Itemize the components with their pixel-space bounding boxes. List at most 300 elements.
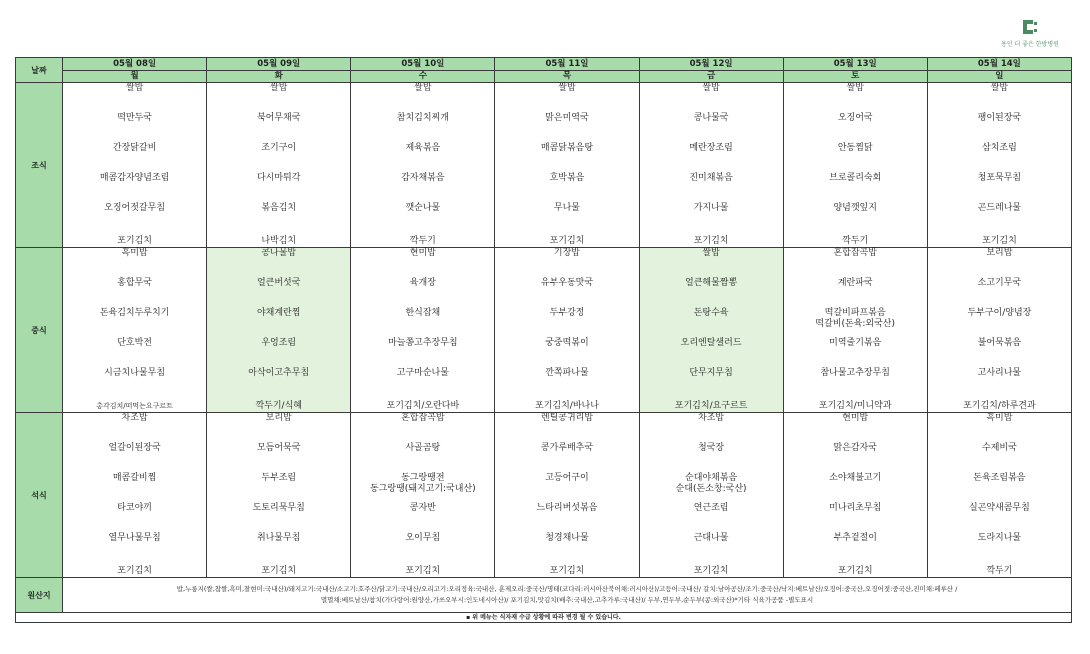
menu-item-text: 간장닭갈비 [112, 143, 157, 153]
menu-item [640, 413, 783, 443]
menu-item-text: 실곤약새콤무침 [968, 503, 1030, 513]
menu-cell [351, 413, 495, 578]
menu-item [207, 113, 350, 143]
menu-item-text: 팽이된장국 [977, 113, 1022, 123]
menu-cell [207, 248, 351, 413]
menu-item [495, 398, 638, 412]
menu-item [207, 173, 350, 203]
menu-item [63, 473, 206, 503]
menu-item-text: 깍두기 [986, 566, 1013, 576]
meal-label: 중식 [16, 248, 63, 413]
menu-item-text: 깍두기/식혜 [255, 401, 302, 411]
menu-item-text: 현미밥 [409, 248, 436, 258]
menu-item [63, 83, 206, 113]
menu-item [640, 233, 783, 247]
menu-item-text: 콩자반 [409, 503, 436, 513]
menu-item [784, 503, 927, 533]
day-weekday: 목 [495, 71, 639, 83]
menu-item-text: 쌀밥 [702, 248, 720, 258]
menu-item [640, 473, 783, 503]
menu-item-text: 오징어젓갈무침 [104, 203, 166, 213]
menu-item [207, 563, 350, 577]
menu-item [495, 563, 638, 577]
menu-item-text: 차조밥 [121, 413, 148, 423]
menu-cell [927, 83, 1071, 248]
menu-item [351, 143, 494, 173]
menu-item-text: 콩나물밥 [261, 248, 297, 258]
menu-cell [639, 83, 783, 248]
menu-item-text: 한식잡채 [405, 308, 441, 318]
menu-item-text: 얼큰해물짬뽕 [685, 278, 738, 288]
menu-item [640, 368, 783, 398]
menu-cell [927, 248, 1071, 413]
menu-cell [639, 413, 783, 578]
menu-item [495, 368, 638, 398]
menu-item-text: 감자채볶음 [401, 173, 445, 183]
menu-item-text: 조기구이 [261, 143, 297, 153]
menu-item-text: 타코야끼 [117, 503, 152, 513]
menu-item-text: 오이무침 [405, 533, 441, 543]
menu-item-text: 렌틸콩귀리밥 [540, 413, 594, 423]
menu-item [928, 83, 1071, 113]
menu-item-text: 포기김치 [549, 566, 585, 576]
menu-item-text: 콩가루배추국 [540, 443, 594, 453]
day-weekday: 월 [63, 71, 207, 83]
menu-item-text: 청포묵무침 [977, 173, 1022, 183]
menu-item [207, 248, 350, 278]
menu-item [640, 533, 783, 563]
menu-item-text: 포기김치/미니약과 [818, 401, 892, 411]
menu-item-text: 참치김치찌개 [396, 113, 449, 123]
menu-item-text: 양념깻잎지 [833, 203, 877, 213]
hospital-name: 용인 더 좋은 한방병원 [1001, 41, 1059, 48]
day-date: 05월 08일 [63, 58, 207, 71]
menu-item-text: 취나물무침 [256, 533, 301, 543]
menu-item [928, 473, 1071, 503]
menu-cell [351, 248, 495, 413]
menu-item-text: 아삭이고추무침 [248, 368, 310, 378]
menu-item-text: 삼치조림 [982, 143, 1017, 153]
menu-item [207, 83, 350, 113]
menu-item-text: 야채계란찜 [256, 308, 301, 318]
menu-item-text: 총각김치/떠먹는요구르트 [96, 402, 173, 410]
menu-item [495, 143, 638, 173]
menu-item-text: 두부구이/양념장 [967, 308, 1032, 318]
menu-item [351, 173, 494, 203]
menu-item-text: 포기김치 [405, 566, 441, 576]
origin-row [16, 578, 1072, 613]
menu-item [207, 233, 350, 247]
menu-item [351, 503, 494, 533]
menu-item [784, 233, 927, 247]
menu-item-text: 보리밥 [265, 413, 292, 423]
menu-item-text: 근대나물 [693, 533, 729, 543]
menu-item-text: 매콤갈비찜 [112, 473, 157, 483]
menu-item [495, 338, 638, 368]
menu-item-text: 포기김치 [693, 566, 729, 576]
menu-item [928, 173, 1071, 203]
menu-item [928, 398, 1071, 412]
menu-item-text: 오리엔탈샐러드 [680, 338, 742, 348]
menu-item-text: 쌀밥 [558, 83, 576, 93]
menu-item [640, 308, 783, 338]
menu-item-text: 유부우동맛국 [540, 278, 594, 288]
menu-item-text: 매콤감자양념조림 [99, 173, 170, 183]
hospital-logo-icon [1021, 18, 1039, 36]
menu-cell [783, 413, 927, 578]
menu-item [640, 563, 783, 577]
day-weekday: 일 [927, 71, 1071, 83]
day-date: 05월 14일 [927, 58, 1071, 71]
menu-item-text: 안동찜닭 [837, 143, 873, 153]
menu-item-text: 미역줄기볶음 [829, 338, 882, 348]
menu-item-text: 볶음김치 [261, 203, 297, 213]
menu-item [63, 278, 206, 308]
day-date: 05월 11일 [495, 58, 639, 71]
menu-item-text: 포기김치/바나나 [535, 401, 599, 411]
menu-item [640, 398, 783, 412]
menu-item-text: 맑은미역국 [545, 113, 589, 123]
menu-item-text: 포기김치/하루견과 [963, 401, 1036, 411]
day-date: 05월 09일 [207, 58, 351, 71]
menu-item [63, 248, 206, 278]
menu-item-text: 쌀밥 [702, 83, 720, 93]
menu-item [63, 338, 206, 368]
day-date: 05월 10일 [351, 58, 495, 71]
menu-item-text: 차조밥 [698, 413, 725, 423]
menu-item [928, 233, 1071, 247]
menu-cell [495, 83, 639, 248]
day-weekday: 화 [207, 71, 351, 83]
menu-item [63, 113, 206, 143]
menu-item-text: 무나물 [553, 203, 581, 213]
menu-item-text: 얼갈이된장국 [108, 443, 161, 453]
menu-item-text: 진미채볶음 [689, 173, 733, 183]
menu-item-text: 두부강정 [549, 308, 585, 318]
menu-item [351, 368, 494, 398]
menu-item-text: 수제비국 [982, 443, 1017, 453]
menu-item-text: 쌀밥 [270, 83, 288, 93]
menu-item [63, 173, 206, 203]
menu-item-text: 청경채나물 [545, 533, 589, 543]
menu-item [63, 308, 206, 338]
menu-cell [207, 83, 351, 248]
menu-item [784, 308, 927, 338]
menu-item [207, 308, 350, 338]
menu-item [351, 113, 494, 143]
menu-item [495, 173, 638, 203]
menu-item-text: 순대야채볶음 [685, 473, 738, 483]
menu-item-text: 궁중떡볶이 [545, 338, 589, 348]
notice-row [16, 613, 1072, 623]
menu-item [63, 203, 206, 233]
menu-cell [63, 413, 207, 578]
menu-item-text: 돈탕수육 [693, 308, 729, 318]
menu-item-text: 우엉조림 [261, 338, 297, 348]
menu-cell [495, 248, 639, 413]
menu-item-text: 다시마튀각 [256, 173, 301, 183]
menu-item [495, 413, 638, 443]
menu-item-text: 돈육조림볶음 [973, 473, 1026, 483]
menu-item [63, 143, 206, 173]
menu-item-text: 고사리나물 [977, 368, 1022, 378]
menu-item-text: 열무나물무침 [108, 533, 161, 543]
menu-item [640, 83, 783, 113]
menu-item [207, 203, 350, 233]
origin-label: 원산지 [16, 578, 63, 613]
menu-item-text: 흑미밥 [986, 413, 1013, 423]
menu-item [928, 113, 1071, 143]
menu-cell [927, 413, 1071, 578]
menu-item-text: 나박김치 [261, 236, 297, 246]
menu-item [784, 203, 927, 233]
menu-item [640, 503, 783, 533]
menu-cell [63, 83, 207, 248]
menu-item [207, 368, 350, 398]
menu-item-text: 느타리버섯볶음 [536, 503, 598, 513]
menu-item [495, 443, 638, 473]
menu-item-text: 현미밥 [842, 413, 869, 423]
menu-item [928, 443, 1071, 473]
menu-item-text: 떡갈비(돈육:외국산) [815, 319, 896, 329]
day-weekday: 수 [351, 71, 495, 83]
menu-item-text: 포기김치 [693, 236, 729, 246]
menu-item-text: 보리밥 [986, 248, 1013, 258]
menu-item [207, 143, 350, 173]
menu-item [928, 413, 1071, 443]
menu-item [784, 368, 927, 398]
menu-item-text: 기장밥 [553, 248, 581, 258]
menu-item [63, 563, 206, 577]
menu-item-text: 혼합잡곡밥 [401, 413, 445, 423]
menu-item-text: 떡만두국 [117, 113, 152, 123]
menu-item [351, 278, 494, 308]
menu-item-text: 쌀밥 [125, 83, 144, 93]
menu-item [640, 278, 783, 308]
menu-item-text: 동그랑땡전 [401, 473, 445, 483]
menu-item [928, 278, 1071, 308]
menu-item [784, 143, 927, 173]
menu-item-text: 포기김치 [117, 236, 152, 246]
menu-item-text: 포기김치 [261, 566, 297, 576]
menu-item-text: 모듬어묵국 [256, 443, 301, 453]
menu-item-text: 오징어국 [837, 113, 873, 123]
menu-item-text: 소고기무국 [977, 278, 1022, 288]
menu-item [640, 338, 783, 368]
weekly-meal-table [15, 57, 1072, 623]
menu-item [928, 248, 1071, 278]
menu-item [495, 533, 638, 563]
menu-item [495, 503, 638, 533]
menu-item [495, 308, 638, 338]
menu-item [928, 563, 1071, 577]
menu-item [495, 203, 638, 233]
menu-item-text: 연근조림 [693, 503, 729, 513]
menu-item-text: 도라지나물 [977, 533, 1022, 543]
date-label: 날짜 [16, 58, 63, 83]
menu-item [495, 233, 638, 247]
menu-item [928, 338, 1071, 368]
menu-item [495, 278, 638, 308]
menu-item-text: 단호박전 [117, 338, 152, 348]
menu-item [351, 338, 494, 368]
menu-item [63, 368, 206, 398]
menu-item-text: 포기김치/요구르트 [674, 401, 748, 411]
menu-item [784, 248, 927, 278]
menu-item [928, 308, 1071, 338]
menu-item [640, 143, 783, 173]
menu-item-text: 불어묵볶음 [977, 338, 1022, 348]
menu-cell [495, 413, 639, 578]
menu-item-text: 포기김치 [117, 566, 152, 576]
menu-item [351, 308, 494, 338]
menu-item-text: 청국장 [698, 443, 725, 453]
menu-item-text: 맑은감자국 [833, 443, 877, 453]
menu-item-text: 홍합무국 [117, 278, 152, 288]
menu-item-text: 동그랑땡(돼지고기:국내산) [369, 484, 476, 494]
menu-item-text: 순대(돈소창:국산) [675, 484, 747, 494]
day-weekday: 금 [639, 71, 783, 83]
menu-cell [639, 248, 783, 413]
menu-item-text: 육개장 [409, 278, 436, 288]
hospital-logo [1000, 18, 1060, 48]
menu-item-text: 매콤닭볶음탕 [540, 143, 594, 153]
menu-item-text: 혼합잡곡밥 [833, 248, 877, 258]
menu-item [207, 278, 350, 308]
menu-item [207, 413, 350, 443]
menu-item [784, 83, 927, 113]
menu-item [207, 338, 350, 368]
origin-line: 멸멸채:베트남산/참치(가다랑어:원양산,가쓰오부시:인도네시아산)/ 포기김치,맛김치(배추:국내산,고추가루:국내산)/ 두부,연두부,순두부(콩:외국산)*기타 식육가공품 -별도표시 [320, 596, 814, 604]
menu-item [63, 533, 206, 563]
meal-row [16, 83, 1072, 248]
menu-item-text: 도토리묵무침 [252, 503, 305, 513]
menu-item [207, 398, 350, 412]
menu-cell [351, 83, 495, 248]
menu-item-text: 쌀밥 [846, 83, 864, 93]
menu-item [495, 113, 638, 143]
menu-item [640, 173, 783, 203]
menu-item [928, 368, 1071, 398]
menu-item-text: 흑미밥 [121, 248, 148, 258]
menu-item [928, 533, 1071, 563]
menu-item [784, 563, 927, 577]
menu-item-text: 얼큰버섯국 [256, 278, 301, 288]
menu-item-text: 시금치나물무침 [104, 368, 166, 378]
menu-item [63, 503, 206, 533]
menu-item-text: 쌀밥 [414, 83, 432, 93]
menu-item-text: 깐쪽파나물 [545, 368, 589, 378]
menu-item-text: 브로콜리숙회 [829, 173, 882, 183]
menu-item-text: 가지나물 [693, 203, 729, 213]
menu-item [351, 203, 494, 233]
menu-item [784, 278, 927, 308]
menu-item [351, 248, 494, 278]
menu-item-text: 단무지무침 [689, 368, 733, 378]
day-weekday: 토 [783, 71, 927, 83]
menu-item-text: 호박볶음 [549, 173, 585, 183]
menu-item [351, 233, 494, 247]
menu-item [351, 83, 494, 113]
menu-item-text: 고등어구이 [545, 473, 589, 483]
menu-item-text: 깻순나물 [405, 203, 441, 213]
menu-item [351, 398, 494, 412]
origin-line: 밥,누룽지(쌀,찹쌀,흑미,찰현미:국내산)/돼지고기:국내산/소고기:호주산/닭고기:국내산/오리고기:오리정육:국내산, 훈제오리:중국산/명태(코다리:러시아산북어채:러시아산)/고등어:국내산/ 갈치:남아공산/조기:중국산/낙지:베트남산/오징어:중국산,오징어젓:중국산,진미채:페루산 / [176, 585, 958, 593]
menu-item-text: 떡갈비파프볶음 [824, 308, 886, 318]
menu-item-text: 깍두기 [409, 236, 436, 246]
menu-item-text: 돈육김치두루치기 [99, 308, 170, 318]
menu-item [640, 113, 783, 143]
menu-item-text: 북어무채국 [256, 113, 301, 123]
menu-item [351, 473, 494, 503]
menu-item [640, 203, 783, 233]
menu-item-text: 쌀밥 [990, 83, 1009, 93]
menu-item [784, 398, 927, 412]
menu-item-text: 마늘쫑고추장무침 [388, 338, 458, 348]
day-date: 05월 13일 [783, 58, 927, 71]
menu-item-text: 소야채불고기 [829, 473, 882, 483]
menu-item-text: 메란장조림 [689, 143, 733, 153]
menu-item-text: 고구마순나물 [396, 368, 449, 378]
menu-item-text: 포기김치/오란다바 [386, 401, 460, 411]
menu-item [351, 413, 494, 443]
menu-item-text: 미나리초무침 [829, 503, 882, 513]
header-weekday-row [16, 71, 1072, 83]
menu-item [928, 203, 1071, 233]
menu-cell [783, 248, 927, 413]
menu-item [495, 83, 638, 113]
header-date-row [16, 58, 1072, 71]
menu-item-text: 콩나물국 [693, 113, 729, 123]
menu-item [351, 533, 494, 563]
menu-cell [207, 413, 351, 578]
menu-item-text: 포기김치 [982, 236, 1017, 246]
menu-item [63, 398, 206, 412]
menu-item-text: 포기김치 [837, 566, 873, 576]
menu-item-text: 제육볶음 [405, 143, 441, 153]
meal-row [16, 248, 1072, 413]
day-date: 05월 12일 [639, 58, 783, 71]
menu-item-text: 계란파국 [837, 278, 873, 288]
menu-item [784, 533, 927, 563]
menu-item-text: 깍두기 [842, 236, 869, 246]
menu-cell [63, 248, 207, 413]
menu-cell [783, 83, 927, 248]
menu-item [784, 113, 927, 143]
menu-item [784, 413, 927, 443]
menu-item [495, 248, 638, 278]
menu-item [207, 533, 350, 563]
menu-item [207, 503, 350, 533]
notice-text: ▪ 위 메뉴는 식자재 수급 상황에 따라 변경 될 수 있습니다. [16, 613, 1072, 623]
menu-item [784, 473, 927, 503]
menu-item [640, 248, 783, 278]
menu-item [63, 443, 206, 473]
menu-item [640, 443, 783, 473]
menu-item [63, 413, 206, 443]
menu-item-text: 사골곰탕 [405, 443, 441, 453]
menu-item [207, 443, 350, 473]
menu-item-text: 부추겉절이 [833, 533, 877, 543]
menu-item [351, 563, 494, 577]
menu-item [928, 503, 1071, 533]
origin-text [63, 578, 1072, 613]
menu-item [928, 143, 1071, 173]
menu-item-text: 참나물고추장무침 [820, 368, 890, 378]
menu-item [784, 173, 927, 203]
menu-item [351, 443, 494, 473]
menu-item-text: 곤드레나물 [977, 203, 1022, 213]
